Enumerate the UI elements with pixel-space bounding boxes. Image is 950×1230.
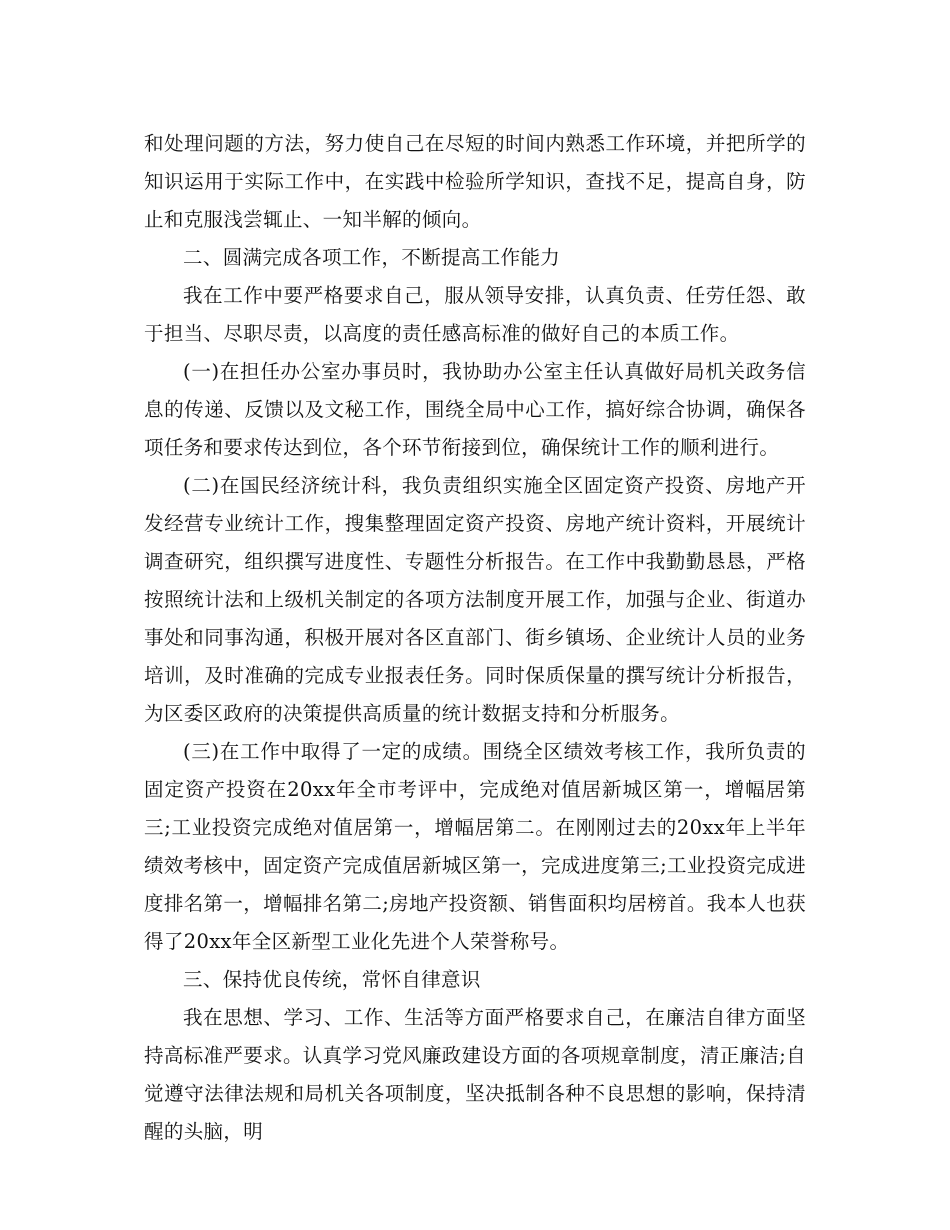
paragraph-item-3: (三)在工作中取得了一定的成绩。围绕全区绩效考核工作，我所负责的固定资产投资在20xx年全市考评中，完成绝对值居新城区第一，增幅居第三;工业投资完成绝对值居第一，增幅居第二。在刚刚过去的20xx年上半年绩效考核中，固定资产完成值居新城区第一，完成进度第三;工业投资完成进度排名第一，增幅排名第二;房地产投资额、销售面积均居榜首。我本人也获得了20xx年全区新型工业化先进个人荣誉称号。 <box>144 740 806 953</box>
paragraph-item-2: (二)在国民经济统计科，我负责组织实施全区固定资产投资、房地产开发经营专业统计工作，搜集整理固定资产投资、房地产统计资料，开展统计调查研究，组织撰写进度性、专题性分析报告。在工作中我勤勤恳恳，严格按照统计法和上级机关制定的各项方法制度开展工作，加强与企业、街道办事处和同事沟通，积极开展对各区直部门、街乡镇场、企业统计人员的业务培训，及时准确的完成专业报表任务。同时保质保量的撰写统计分析报告，为区委区政府的决策提供高质量的统计数据支持和分析服务。 <box>144 474 806 725</box>
section-heading-2: 二、圆满完成各项工作，不断提高工作能力 <box>183 246 561 269</box>
paragraph: 我在工作中要严格要求自己，服从领导安排，认真负责、任劳任怨、敢于担当、尽职尽责，以高度的责任感高标准的做好自己的本质工作。 <box>144 284 806 345</box>
paragraph-item-1: (一)在担任办公室办事员时，我协助办公室主任认真做好局机关政务信息的传递、反馈以及文秘工作，围绕全局中心工作，搞好综合协调，确保各项任务和要求传达到位，各个环节衔接到位，确保统计工作的顺利进行。 <box>144 360 806 459</box>
paragraph: 我在思想、学习、工作、生活等方面严格要求自己，在廉洁自律方面坚持高标准严要求。认真学习党风廉政建设方面的各项规章制度，清正廉洁;自觉遵守法律法规和局机关各项制度，坚决抵制各种不良思想的影响，保持清醒的头脑，明 <box>144 1006 806 1143</box>
document-body <box>144 125 806 1151</box>
paragraph-continuation: 和处理问题的方法，努力使自己在尽短的时间内熟悉工作环境，并把所学的知识运用于实际工作中，在实践中检验所学知识，查找不足，提高自身，防止和克服浅尝辄止、一知半解的倾向。 <box>144 132 806 231</box>
section-heading-3: 三、保持优良传统，常怀自律意识 <box>183 968 481 991</box>
